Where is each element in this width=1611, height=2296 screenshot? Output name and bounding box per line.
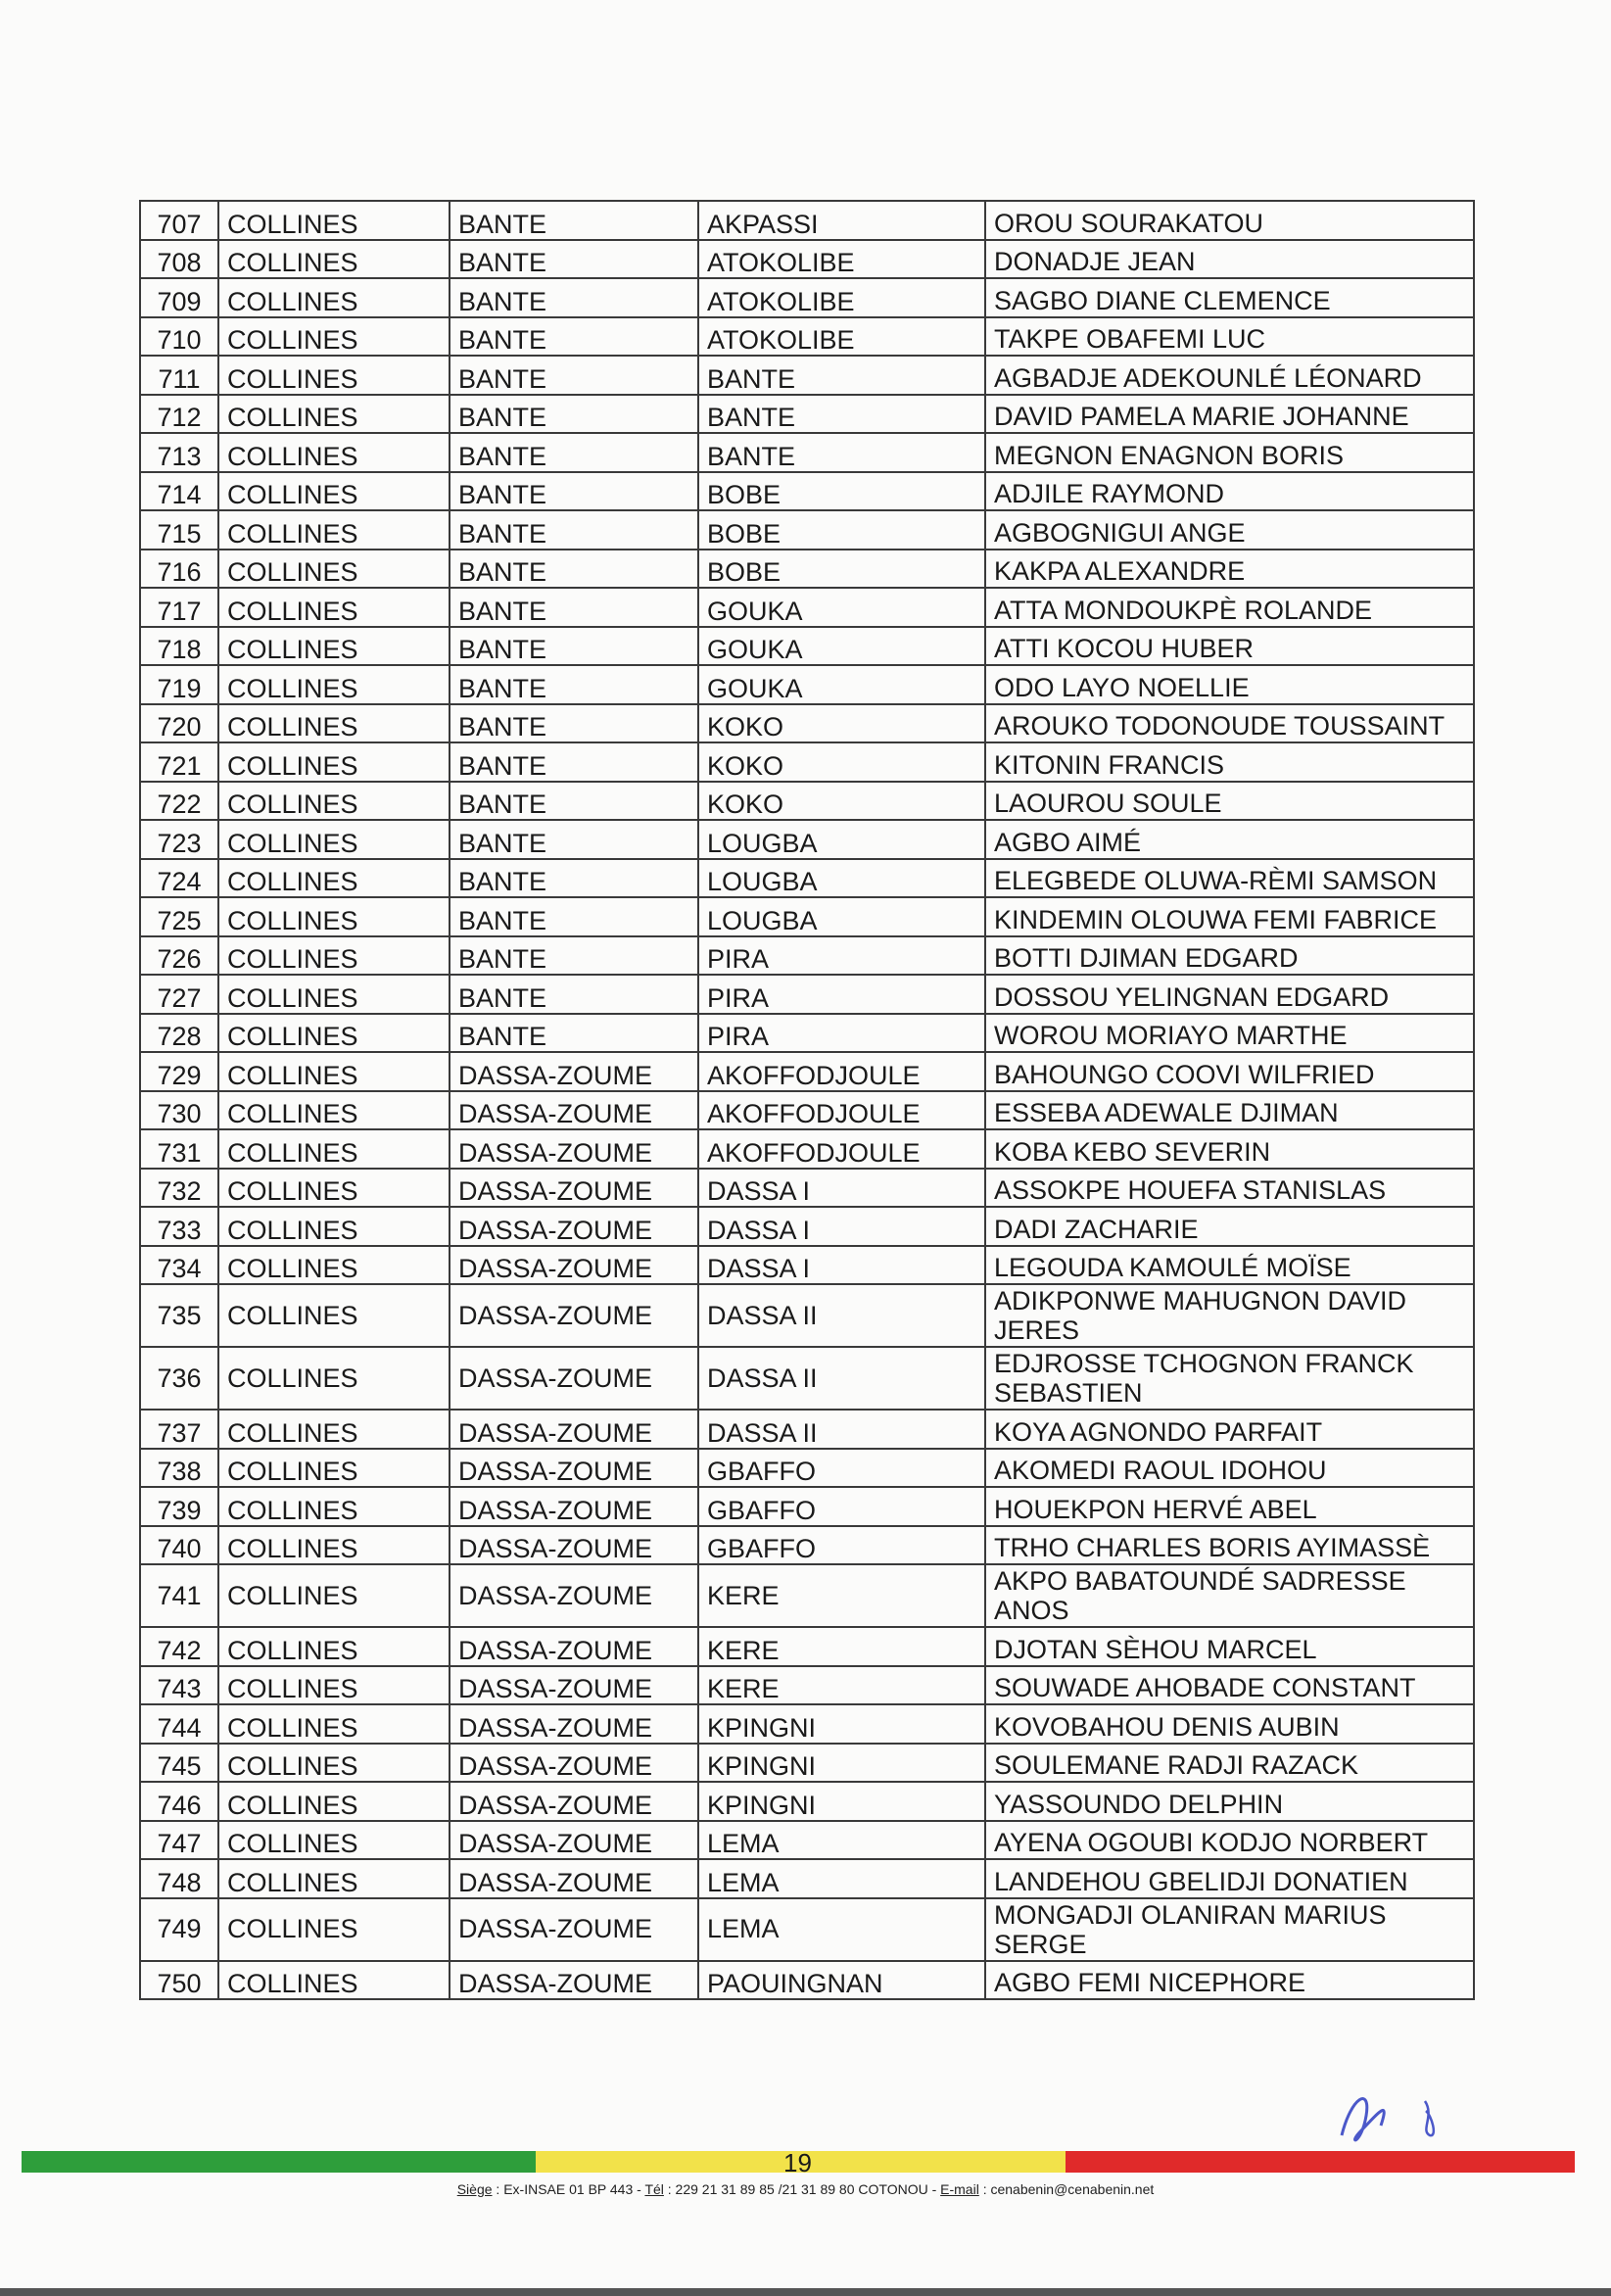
arrondissement-cell: KERE <box>698 1627 985 1666</box>
arrondissement-cell: PIRA <box>698 936 985 976</box>
table-row <box>140 1284 1474 1347</box>
arrondissement-cell: LOUGBA <box>698 820 985 859</box>
arrondissement-cell: GBAFFO <box>698 1449 985 1488</box>
table-row <box>140 1246 1474 1285</box>
name-cell: KINDEMIN OLOUWA FEMI FABRICE <box>985 897 1474 936</box>
arrondissement-cell: BOBE <box>698 550 985 589</box>
commune-cell: BANTE <box>450 1014 698 1053</box>
department-cell: COLLINES <box>218 317 450 357</box>
table-row <box>140 1052 1474 1091</box>
row-number-cell: 749 <box>140 1898 218 1961</box>
name-cell: YASSOUNDO DELPHIN <box>985 1782 1474 1821</box>
department-cell: COLLINES <box>218 1129 450 1169</box>
row-number-cell: 717 <box>140 588 218 627</box>
name-cell: AYENA OGOUBI KODJO NORBERT <box>985 1821 1474 1860</box>
row-number-cell: 712 <box>140 395 218 434</box>
department-cell: COLLINES <box>218 356 450 395</box>
name-cell: ADIKPONWE MAHUGNON DAVID JERES <box>985 1284 1474 1347</box>
name-cell: SOULEMANE RADJI RAZACK <box>985 1744 1474 1783</box>
commune-cell: BANTE <box>450 897 698 936</box>
name-cell: AKOMEDI RAOUL IDOHOU <box>985 1449 1474 1488</box>
row-number-cell: 742 <box>140 1627 218 1666</box>
table-row <box>140 1410 1474 1449</box>
table-row <box>140 704 1474 743</box>
department-cell: COLLINES <box>218 433 450 472</box>
row-number-cell: 729 <box>140 1052 218 1091</box>
row-number-cell: 711 <box>140 356 218 395</box>
name-cell: ODO LAYO NOELLIE <box>985 665 1474 704</box>
commune-cell: BANTE <box>450 201 698 240</box>
name-cell: HOUEKPON HERVÉ ABEL <box>985 1487 1474 1526</box>
row-number-cell: 725 <box>140 897 218 936</box>
table-row <box>140 1169 1474 1208</box>
arrondissement-cell: KERE <box>698 1564 985 1627</box>
row-number-cell: 730 <box>140 1091 218 1130</box>
name-cell: ELEGBEDE OLUWA-RÈMI SAMSON <box>985 859 1474 898</box>
table-row <box>140 1821 1474 1860</box>
arrondissement-cell: LOUGBA <box>698 897 985 936</box>
commune-cell: DASSA-ZOUME <box>450 1052 698 1091</box>
commune-cell: DASSA-ZOUME <box>450 1564 698 1627</box>
table-row <box>140 356 1474 395</box>
row-number-cell: 747 <box>140 1821 218 1860</box>
row-number-cell: 727 <box>140 975 218 1014</box>
arrondissement-cell: BOBE <box>698 510 985 550</box>
commune-cell: BANTE <box>450 356 698 395</box>
row-number-cell: 728 <box>140 1014 218 1053</box>
department-cell: COLLINES <box>218 1052 450 1091</box>
footer-tel-value: : 229 21 31 89 85 /21 31 89 80 COTONOU - <box>663 2181 941 2197</box>
table-row <box>140 550 1474 589</box>
row-number-cell: 740 <box>140 1526 218 1565</box>
department-cell: COLLINES <box>218 240 450 279</box>
commune-cell: BANTE <box>450 472 698 511</box>
name-cell: OROU SOURAKATOU <box>985 201 1474 240</box>
table-row <box>140 1666 1474 1705</box>
row-number-cell: 714 <box>140 472 218 511</box>
table-row <box>140 1782 1474 1821</box>
table-row <box>140 627 1474 666</box>
row-number-cell: 716 <box>140 550 218 589</box>
name-cell: KOYA AGNONDO PARFAIT <box>985 1410 1474 1449</box>
name-cell: LEGOUDA KAMOULÉ MOÏSE <box>985 1246 1474 1285</box>
signature-icon <box>1322 2077 1469 2155</box>
commune-cell: DASSA-ZOUME <box>450 1284 698 1347</box>
department-cell: COLLINES <box>218 1410 450 1449</box>
row-number-cell: 707 <box>140 201 218 240</box>
table-row <box>140 317 1474 357</box>
commune-cell: DASSA-ZOUME <box>450 1169 698 1208</box>
commune-cell: BANTE <box>450 782 698 821</box>
row-number-cell: 735 <box>140 1284 218 1347</box>
row-number-cell: 737 <box>140 1410 218 1449</box>
department-cell: COLLINES <box>218 1014 450 1053</box>
name-cell: AGBOGNIGUI ANGE <box>985 510 1474 550</box>
commune-cell: BANTE <box>450 510 698 550</box>
arrondissement-cell: LEMA <box>698 1898 985 1961</box>
commune-cell: DASSA-ZOUME <box>450 1207 698 1246</box>
name-cell: KITONIN FRANCIS <box>985 742 1474 782</box>
name-cell: MONGADJI OLANIRAN MARIUS SERGE <box>985 1898 1474 1961</box>
department-cell: COLLINES <box>218 897 450 936</box>
department-cell: COLLINES <box>218 278 450 317</box>
row-number-cell: 741 <box>140 1564 218 1627</box>
row-number-cell: 734 <box>140 1246 218 1285</box>
table-row <box>140 1961 1474 2000</box>
commune-cell: BANTE <box>450 859 698 898</box>
table-row <box>140 588 1474 627</box>
commune-cell: BANTE <box>450 588 698 627</box>
table-row <box>140 820 1474 859</box>
commune-cell: BANTE <box>450 975 698 1014</box>
row-number-cell: 745 <box>140 1744 218 1783</box>
name-cell: WOROU MORIAYO MARTHE <box>985 1014 1474 1053</box>
name-cell: ATTA MONDOUKPÈ ROLANDE <box>985 588 1474 627</box>
row-number-cell: 744 <box>140 1704 218 1744</box>
arrondissement-cell: AKOFFODJOULE <box>698 1129 985 1169</box>
results-table-container <box>139 200 1473 2000</box>
commune-cell: DASSA-ZOUME <box>450 1347 698 1410</box>
commune-cell: BANTE <box>450 278 698 317</box>
name-cell: BOTTI DJIMAN EDGARD <box>985 936 1474 976</box>
table-row <box>140 1898 1474 1961</box>
commune-cell: DASSA-ZOUME <box>450 1129 698 1169</box>
name-cell: ADJILE RAYMOND <box>985 472 1474 511</box>
department-cell: COLLINES <box>218 1347 450 1410</box>
footer-siege-label: Siège <box>456 2181 493 2197</box>
table-row <box>140 1129 1474 1169</box>
department-cell: COLLINES <box>218 859 450 898</box>
table-row <box>140 1744 1474 1783</box>
department-cell: COLLINES <box>218 1526 450 1565</box>
department-cell: COLLINES <box>218 1207 450 1246</box>
table-row <box>140 1347 1474 1410</box>
department-cell: COLLINES <box>218 1169 450 1208</box>
arrondissement-cell: KPINGNI <box>698 1704 985 1744</box>
commune-cell: DASSA-ZOUME <box>450 1961 698 2000</box>
footer-tel-label: Tél <box>644 2181 664 2197</box>
commune-cell: DASSA-ZOUME <box>450 1487 698 1526</box>
arrondissement-cell: GOUKA <box>698 665 985 704</box>
results-table <box>139 200 1475 2000</box>
name-cell: ESSEBA ADEWALE DJIMAN <box>985 1091 1474 1130</box>
commune-cell: DASSA-ZOUME <box>450 1410 698 1449</box>
department-cell: COLLINES <box>218 1898 450 1961</box>
arrondissement-cell: DASSA II <box>698 1410 985 1449</box>
arrondissement-cell: KPINGNI <box>698 1744 985 1783</box>
commune-cell: DASSA-ZOUME <box>450 1666 698 1705</box>
name-cell: BAHOUNGO COOVI WILFRIED <box>985 1052 1474 1091</box>
row-number-cell: 708 <box>140 240 218 279</box>
commune-cell: BANTE <box>450 627 698 666</box>
department-cell: COLLINES <box>218 1246 450 1285</box>
department-cell: COLLINES <box>218 782 450 821</box>
commune-cell: DASSA-ZOUME <box>450 1898 698 1961</box>
arrondissement-cell: AKOFFODJOULE <box>698 1091 985 1130</box>
table-row <box>140 1487 1474 1526</box>
row-number-cell: 713 <box>140 433 218 472</box>
arrondissement-cell: GOUKA <box>698 588 985 627</box>
department-cell: COLLINES <box>218 550 450 589</box>
table-row <box>140 472 1474 511</box>
department-cell: COLLINES <box>218 1627 450 1666</box>
commune-cell: BANTE <box>450 820 698 859</box>
commune-cell: BANTE <box>450 742 698 782</box>
arrondissement-cell: AKOFFODJOULE <box>698 1052 985 1091</box>
name-cell: SAGBO DIANE CLEMENCE <box>985 278 1474 317</box>
table-row <box>140 1627 1474 1666</box>
table-row <box>140 975 1474 1014</box>
table-row <box>140 1091 1474 1130</box>
department-cell: COLLINES <box>218 975 450 1014</box>
department-cell: COLLINES <box>218 472 450 511</box>
arrondissement-cell: KOKO <box>698 782 985 821</box>
department-cell: COLLINES <box>218 1821 450 1860</box>
name-cell: AGBO AIMÉ <box>985 820 1474 859</box>
table-body <box>140 201 1474 1999</box>
table-row <box>140 897 1474 936</box>
department-cell: COLLINES <box>218 936 450 976</box>
commune-cell: DASSA-ZOUME <box>450 1821 698 1860</box>
commune-cell: BANTE <box>450 433 698 472</box>
arrondissement-cell: GBAFFO <box>698 1487 985 1526</box>
arrondissement-cell: PIRA <box>698 975 985 1014</box>
name-cell: DONADJE JEAN <box>985 240 1474 279</box>
arrondissement-cell: PIRA <box>698 1014 985 1053</box>
table-row <box>140 510 1474 550</box>
name-cell: AKPO BABATOUNDÉ SADRESSE ANOS <box>985 1564 1474 1627</box>
arrondissement-cell: KOKO <box>698 704 985 743</box>
arrondissement-cell: GBAFFO <box>698 1526 985 1565</box>
department-cell: COLLINES <box>218 588 450 627</box>
name-cell: KOVOBAHOU DENIS AUBIN <box>985 1704 1474 1744</box>
name-cell: AGBADJE ADEKOUNLÉ LÉONARD <box>985 356 1474 395</box>
row-number-cell: 736 <box>140 1347 218 1410</box>
table-row <box>140 936 1474 976</box>
name-cell: AROUKO TODONOUDE TOUSSAINT <box>985 704 1474 743</box>
table-row <box>140 1704 1474 1744</box>
footer-address: : Ex-INSAE 01 BP 443 - <box>492 2181 645 2197</box>
arrondissement-cell: KOKO <box>698 742 985 782</box>
name-cell: DADI ZACHARIE <box>985 1207 1474 1246</box>
row-number-cell: 748 <box>140 1859 218 1898</box>
name-cell: TAKPE OBAFEMI LUC <box>985 317 1474 357</box>
row-number-cell: 720 <box>140 704 218 743</box>
arrondissement-cell: KPINGNI <box>698 1782 985 1821</box>
commune-cell: DASSA-ZOUME <box>450 1449 698 1488</box>
name-cell: ASSOKPE HOUEFA STANISLAS <box>985 1169 1474 1208</box>
arrondissement-cell: ATOKOLIBE <box>698 240 985 279</box>
table-row <box>140 859 1474 898</box>
department-cell: COLLINES <box>218 1859 450 1898</box>
row-number-cell: 743 <box>140 1666 218 1705</box>
name-cell: KAKPA ALEXANDRE <box>985 550 1474 589</box>
page-bottom-edge <box>0 2288 1611 2296</box>
department-cell: COLLINES <box>218 704 450 743</box>
name-cell: DJOTAN SÈHOU MARCEL <box>985 1627 1474 1666</box>
commune-cell: BANTE <box>450 704 698 743</box>
name-cell: LAOUROU SOULE <box>985 782 1474 821</box>
arrondissement-cell: GOUKA <box>698 627 985 666</box>
footer-email-label: E-mail <box>940 2181 979 2197</box>
commune-cell: BANTE <box>450 665 698 704</box>
row-number-cell: 726 <box>140 936 218 976</box>
name-cell: AGBO FEMI NICEPHORE <box>985 1961 1474 2000</box>
table-row <box>140 201 1474 240</box>
arrondissement-cell: LOUGBA <box>698 859 985 898</box>
department-cell: COLLINES <box>218 1449 450 1488</box>
arrondissement-cell: DASSA I <box>698 1207 985 1246</box>
arrondissement-cell: AKPASSI <box>698 201 985 240</box>
arrondissement-cell: DASSA I <box>698 1169 985 1208</box>
footer <box>0 2181 1611 2197</box>
department-cell: COLLINES <box>218 1564 450 1627</box>
name-cell: DOSSOU YELINGNAN EDGARD <box>985 975 1474 1014</box>
row-number-cell: 721 <box>140 742 218 782</box>
name-cell: SOUWADE AHOBADE CONSTANT <box>985 1666 1474 1705</box>
name-cell: DAVID PAMELA MARIE JOHANNE <box>985 395 1474 434</box>
table-row <box>140 395 1474 434</box>
row-number-cell: 733 <box>140 1207 218 1246</box>
row-number-cell: 723 <box>140 820 218 859</box>
name-cell: TRHO CHARLES BORIS AYIMASSÈ <box>985 1526 1474 1565</box>
table-row <box>140 278 1474 317</box>
row-number-cell: 746 <box>140 1782 218 1821</box>
commune-cell: BANTE <box>450 395 698 434</box>
commune-cell: BANTE <box>450 240 698 279</box>
department-cell: COLLINES <box>218 1284 450 1347</box>
department-cell: COLLINES <box>218 820 450 859</box>
row-number-cell: 738 <box>140 1449 218 1488</box>
arrondissement-cell: PAOUINGNAN <box>698 1961 985 2000</box>
commune-cell: DASSA-ZOUME <box>450 1859 698 1898</box>
row-number-cell: 718 <box>140 627 218 666</box>
department-cell: COLLINES <box>218 742 450 782</box>
arrondissement-cell: DASSA II <box>698 1347 985 1410</box>
flag-bar-green <box>22 2151 536 2173</box>
row-number-cell: 722 <box>140 782 218 821</box>
commune-cell: DASSA-ZOUME <box>450 1744 698 1783</box>
table-row <box>140 1526 1474 1565</box>
arrondissement-cell: LEMA <box>698 1859 985 1898</box>
arrondissement-cell: KERE <box>698 1666 985 1705</box>
table-row <box>140 1564 1474 1627</box>
name-cell: LANDEHOU GBELIDJI DONATIEN <box>985 1859 1474 1898</box>
commune-cell: BANTE <box>450 550 698 589</box>
table-row <box>140 782 1474 821</box>
department-cell: COLLINES <box>218 627 450 666</box>
table-row <box>140 1207 1474 1246</box>
arrondissement-cell: DASSA I <box>698 1246 985 1285</box>
row-number-cell: 719 <box>140 665 218 704</box>
table-row <box>140 665 1474 704</box>
commune-cell: BANTE <box>450 317 698 357</box>
name-cell: MEGNON ENAGNON BORIS <box>985 433 1474 472</box>
department-cell: COLLINES <box>218 1744 450 1783</box>
page-number: 19 <box>783 2148 812 2177</box>
commune-cell: DASSA-ZOUME <box>450 1704 698 1744</box>
table-row <box>140 1449 1474 1488</box>
row-number-cell: 724 <box>140 859 218 898</box>
arrondissement-cell: BANTE <box>698 356 985 395</box>
department-cell: COLLINES <box>218 1487 450 1526</box>
row-number-cell: 732 <box>140 1169 218 1208</box>
row-number-cell: 731 <box>140 1129 218 1169</box>
arrondissement-cell: LEMA <box>698 1821 985 1860</box>
arrondissement-cell: BANTE <box>698 433 985 472</box>
department-cell: COLLINES <box>218 1704 450 1744</box>
table-row <box>140 240 1474 279</box>
table-row <box>140 1014 1474 1053</box>
table-row <box>140 1859 1474 1898</box>
department-cell: COLLINES <box>218 665 450 704</box>
name-cell: ATTI KOCOU HUBER <box>985 627 1474 666</box>
arrondissement-cell: DASSA II <box>698 1284 985 1347</box>
commune-cell: DASSA-ZOUME <box>450 1782 698 1821</box>
footer-email-value: : cenabenin@cenabenin.net <box>978 2181 1155 2197</box>
commune-cell: DASSA-ZOUME <box>450 1091 698 1130</box>
row-number-cell: 710 <box>140 317 218 357</box>
department-cell: COLLINES <box>218 510 450 550</box>
arrondissement-cell: BANTE <box>698 395 985 434</box>
commune-cell: DASSA-ZOUME <box>450 1627 698 1666</box>
arrondissement-cell: ATOKOLIBE <box>698 317 985 357</box>
row-number-cell: 739 <box>140 1487 218 1526</box>
row-number-cell: 715 <box>140 510 218 550</box>
table-row <box>140 433 1474 472</box>
name-cell: EDJROSSE TCHOGNON FRANCK SEBASTIEN <box>985 1347 1474 1410</box>
flag-bar-red <box>1066 2151 1575 2173</box>
commune-cell: DASSA-ZOUME <box>450 1526 698 1565</box>
name-cell: KOBA KEBO SEVERIN <box>985 1129 1474 1169</box>
department-cell: COLLINES <box>218 1091 450 1130</box>
commune-cell: DASSA-ZOUME <box>450 1246 698 1285</box>
department-cell: COLLINES <box>218 201 450 240</box>
arrondissement-cell: ATOKOLIBE <box>698 278 985 317</box>
department-cell: COLLINES <box>218 1961 450 2000</box>
table-row <box>140 742 1474 782</box>
row-number-cell: 750 <box>140 1961 218 2000</box>
arrondissement-cell: BOBE <box>698 472 985 511</box>
row-number-cell: 709 <box>140 278 218 317</box>
department-cell: COLLINES <box>218 1666 450 1705</box>
department-cell: COLLINES <box>218 395 450 434</box>
department-cell: COLLINES <box>218 1782 450 1821</box>
commune-cell: BANTE <box>450 936 698 976</box>
